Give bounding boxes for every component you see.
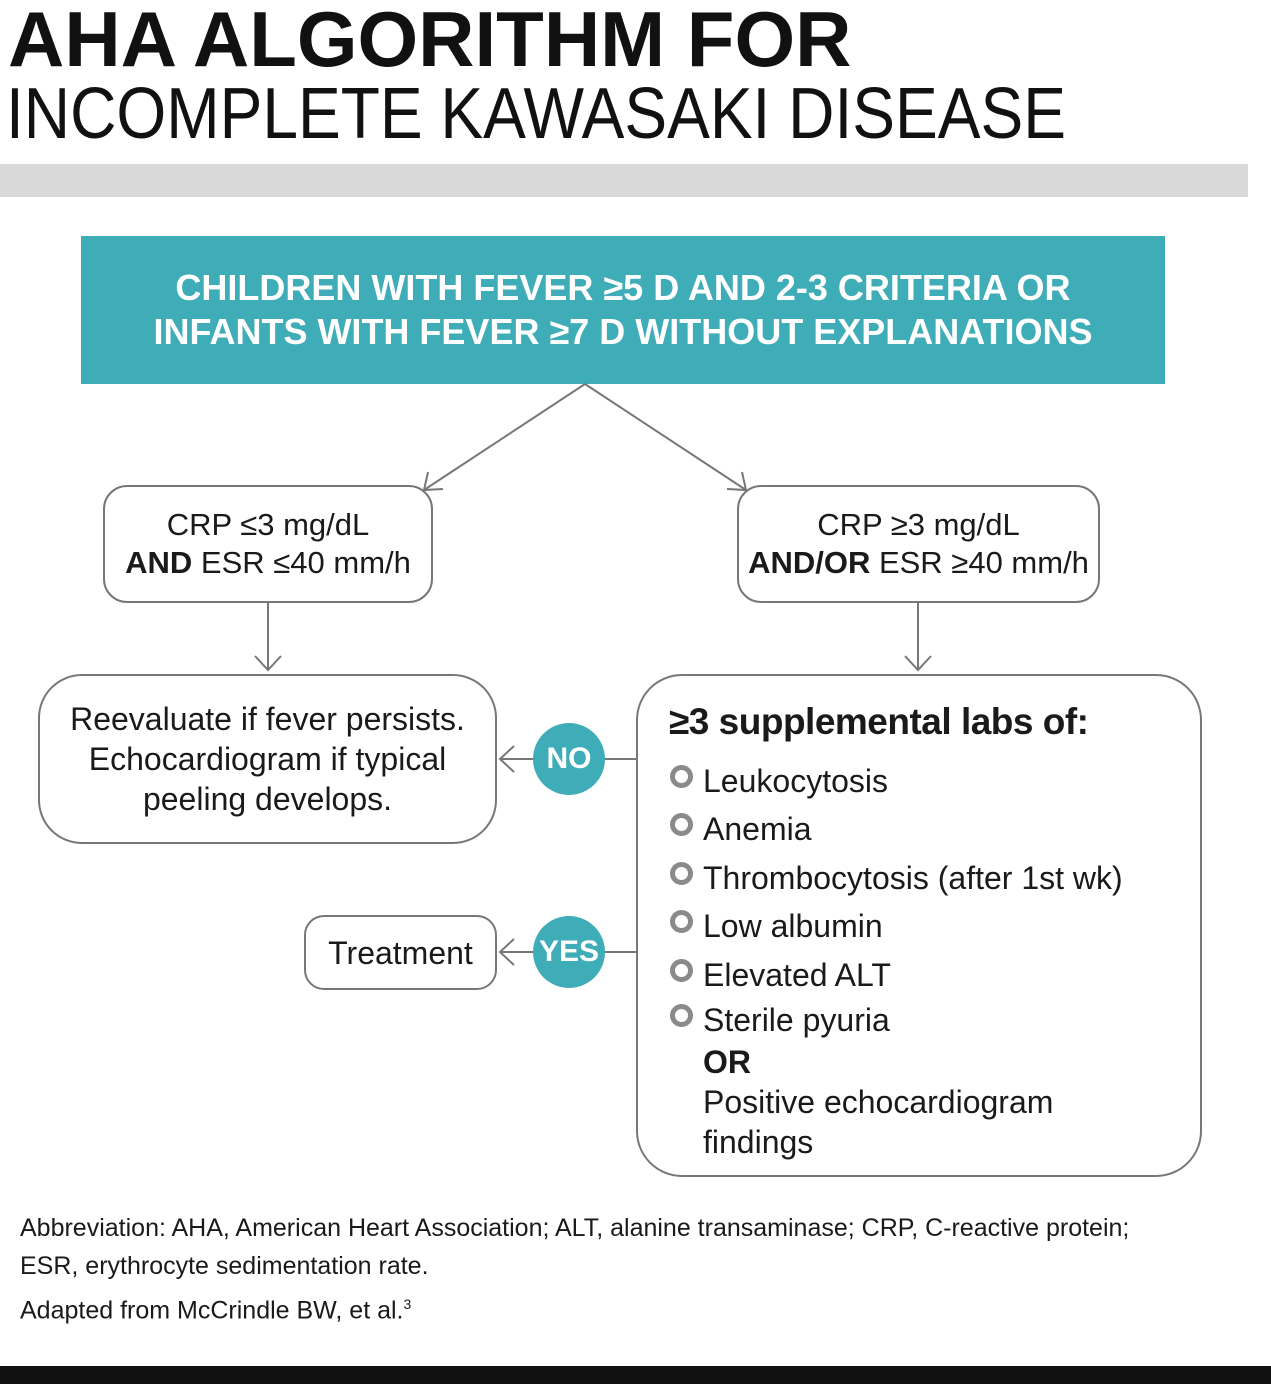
reevaluate-line-3: peeling develops. <box>142 781 393 817</box>
lab-item <box>670 955 891 995</box>
crp-low-box <box>103 485 433 603</box>
labs-heading: ≥3 supplemental labs of: <box>669 701 1089 742</box>
lab-item <box>670 761 888 801</box>
labs-alt-line-1: Positive echocardiogram <box>703 1084 1054 1120</box>
crp-low-and: AND <box>125 545 193 580</box>
crp-high-esr: ESR ≥40 mm/h <box>870 545 1089 580</box>
supplemental-labs-box <box>636 674 1202 1177</box>
lab-item-label: Leukocytosis <box>703 763 888 799</box>
reevaluate-line-1: Reevaluate if fever persists. <box>70 701 465 737</box>
crp-high-andor: AND/OR <box>748 545 871 580</box>
bullet-icon <box>670 959 693 982</box>
lab-item <box>670 1000 890 1040</box>
bullet-icon <box>670 1004 693 1027</box>
lab-item-label: Low albumin <box>703 908 883 944</box>
connector-split-right <box>585 384 746 490</box>
labs-alternative <box>703 1082 1053 1162</box>
bullet-icon <box>670 813 693 836</box>
title-line-2: INCOMPLETE KAWASAKI DISEASE <box>6 74 1066 154</box>
footer-source-text: Adapted from McCrindle BW, et al. <box>20 1296 404 1325</box>
labs-or: OR <box>703 1044 751 1080</box>
lab-item <box>670 906 883 946</box>
treatment-label: Treatment <box>328 934 473 971</box>
footer-source-ref: 3 <box>403 1296 412 1312</box>
entry-criteria-line-2: INFANTS WITH FEVER ≥7 D WITHOUT EXPLANATIONS <box>153 311 1093 352</box>
lab-item-label: Elevated ALT <box>703 957 891 993</box>
lab-item-label: Anemia <box>703 811 812 847</box>
lab-item-label: Sterile pyuria <box>703 1002 890 1038</box>
entry-criteria-line-1: CHILDREN WITH FEVER ≥5 D AND 2-3 CRITERIA OR <box>175 267 1071 308</box>
crp-low-line-2 <box>105 544 431 582</box>
title-line-1: AHA ALGORITHM FOR <box>8 0 852 83</box>
crp-high-box <box>737 485 1100 603</box>
crp-low-esr: ESR ≤40 mm/h <box>192 545 411 580</box>
bullet-icon <box>670 910 693 933</box>
footer-abbreviation-line-2: ESR, erythrocyte sedimentation rate. <box>20 1252 429 1280</box>
no-badge: NO <box>533 723 605 795</box>
crp-high-line-2 <box>739 544 1098 582</box>
treatment-box <box>304 915 497 990</box>
footer-abbreviation-line-1: Abbreviation: AHA, American Heart Association; ALT, alanine transaminase; CRP, C-reactive protein; <box>20 1214 1130 1242</box>
connector-split-left <box>424 384 585 490</box>
bullet-icon <box>670 862 693 885</box>
crp-high-line-1: CRP ≥3 mg/dL <box>817 507 1020 542</box>
lab-item-label: Thrombocytosis (after 1st wk) <box>703 860 1123 896</box>
bullet-icon <box>670 765 693 788</box>
labs-alt-line-2: findings <box>703 1124 814 1160</box>
yes-badge: YES <box>533 916 605 988</box>
reevaluate-box <box>38 674 497 844</box>
crp-low-line-1: CRP ≤3 mg/dL <box>166 507 370 542</box>
reevaluate-line-2: Echocardiogram if typical <box>88 741 447 777</box>
lab-item <box>670 809 812 849</box>
lab-item <box>670 858 1123 898</box>
bottom-rule <box>0 1366 1271 1384</box>
footer-source <box>20 1285 411 1329</box>
